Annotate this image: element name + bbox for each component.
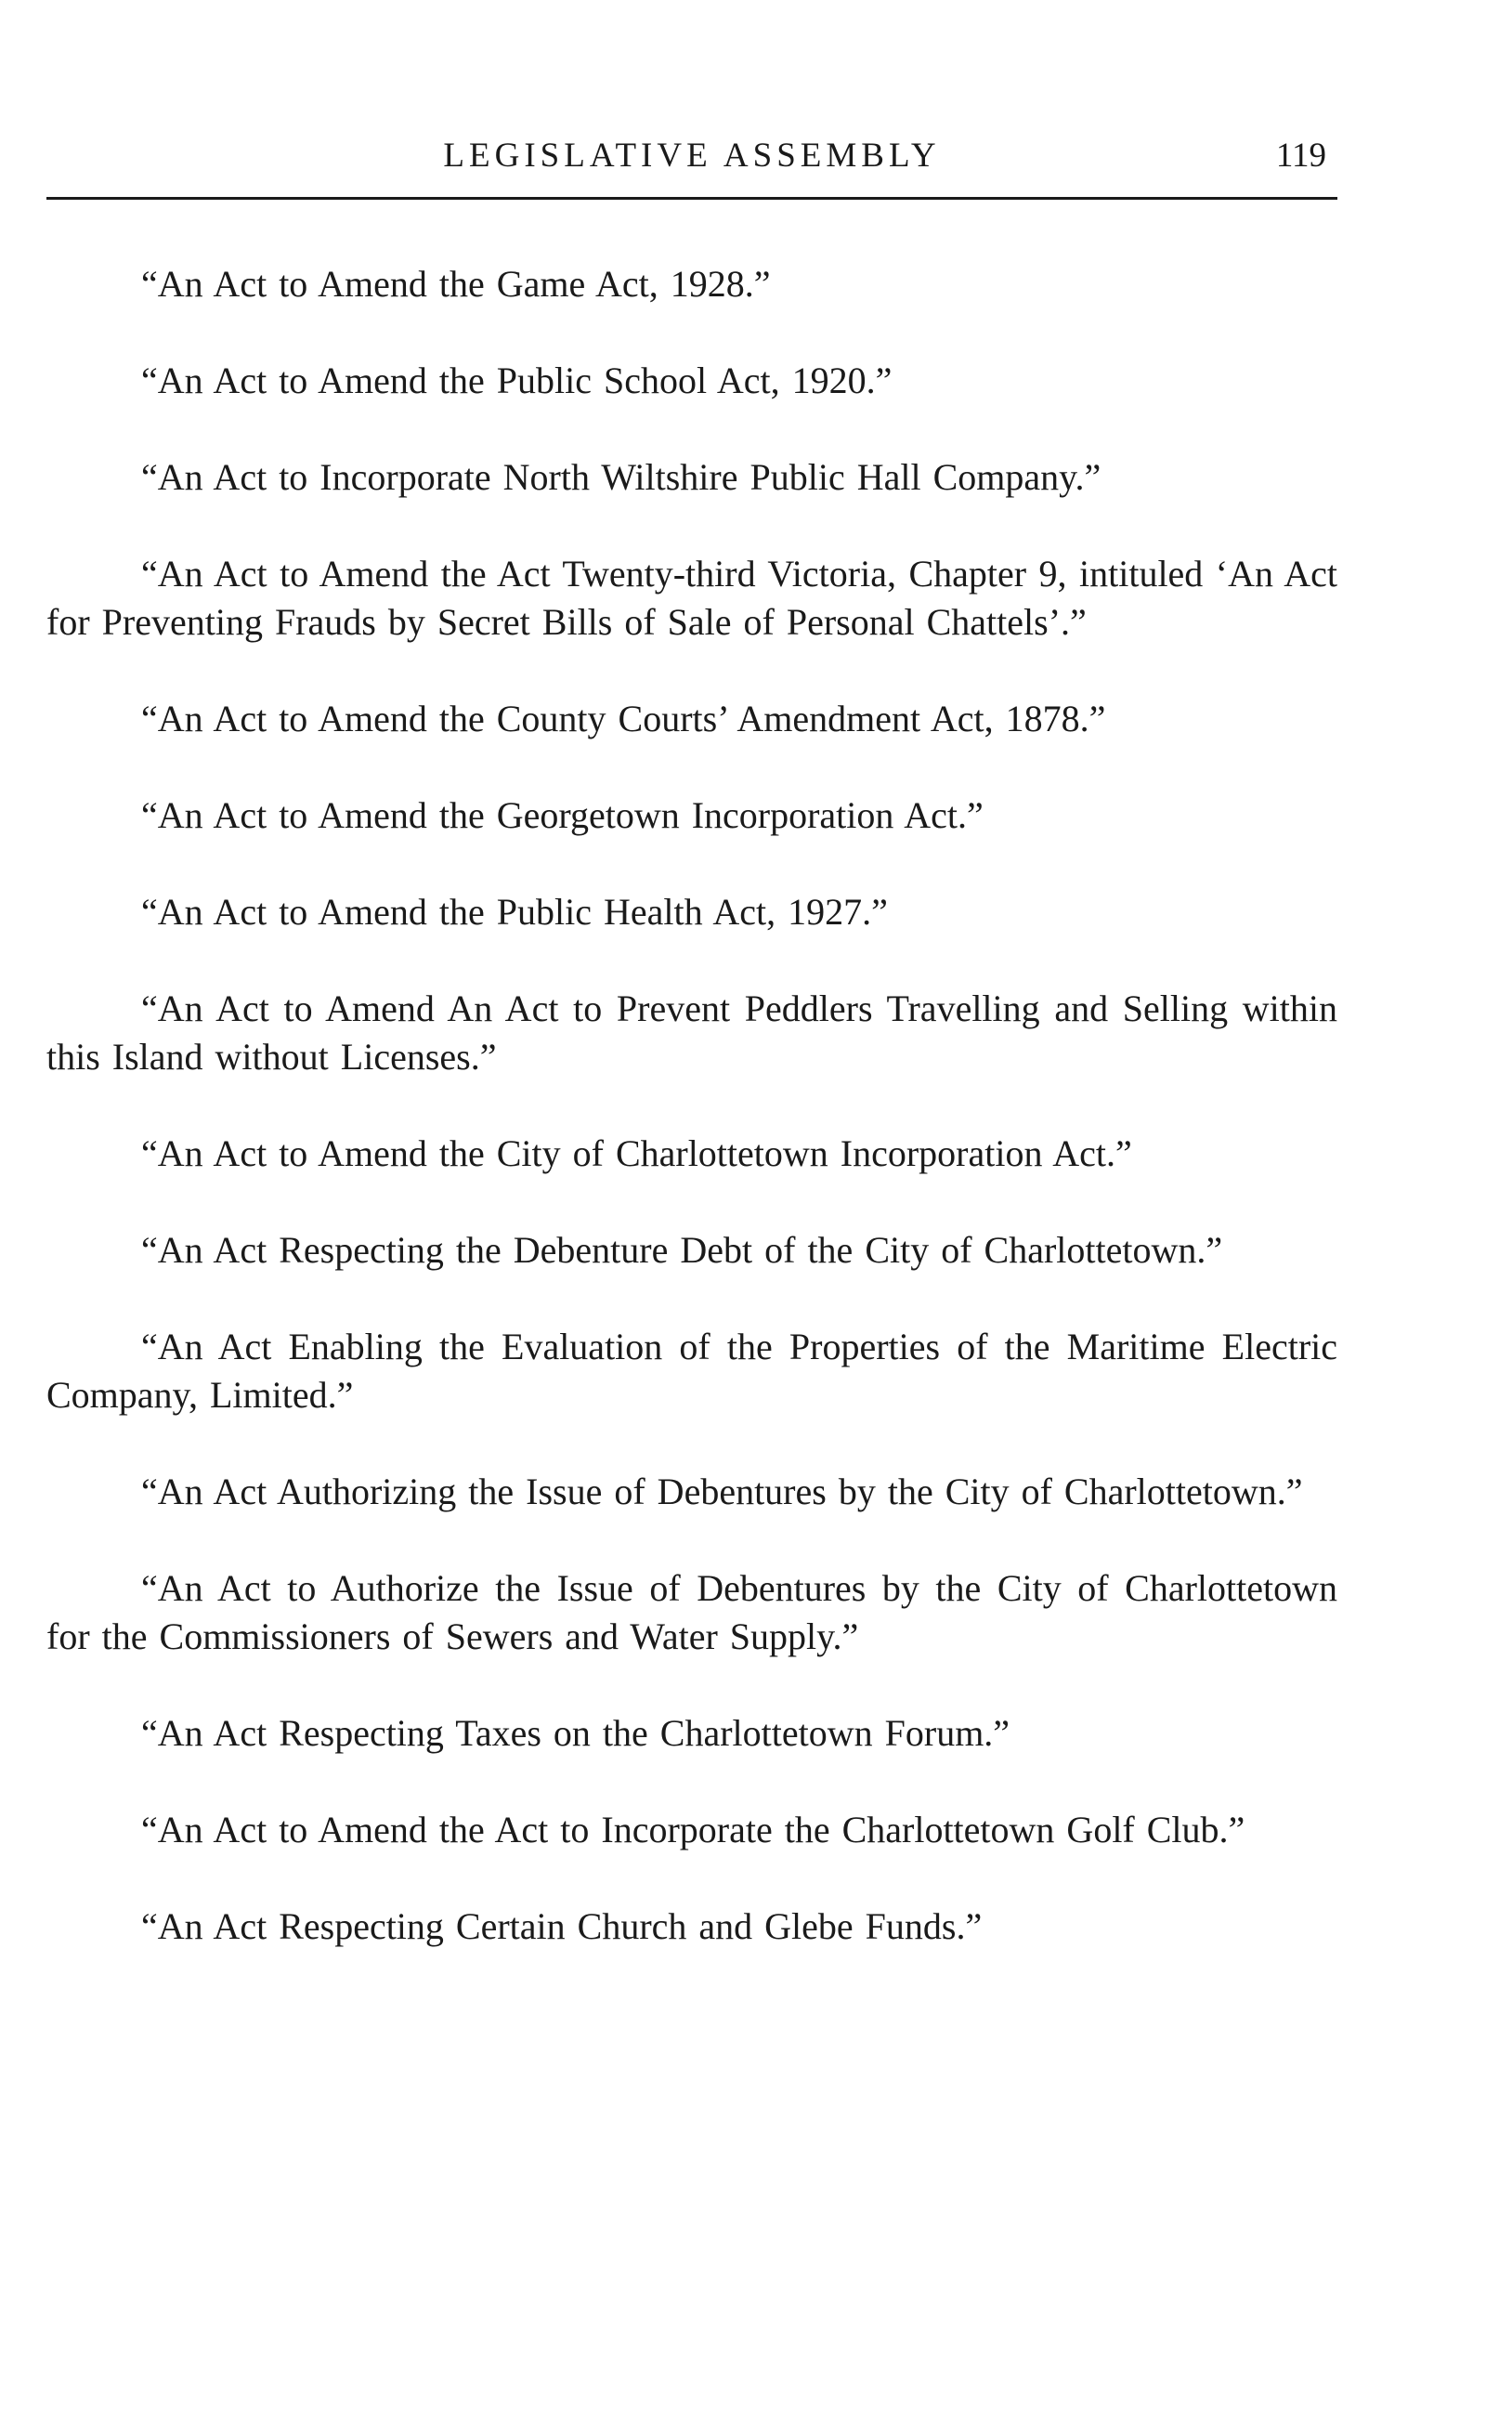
act-item: “An Act Enabling the Evaluation of the Properties of the Maritime Electric Company, Limited.” [46,1326,1337,1416]
running-head [46,128,1337,184]
act-item: “An Act to Amend the Public Health Act, 1927.” [141,891,888,933]
act-item: “An Act to Authorize the Issue of Debentures by the City of Charlottetown for the Commissioners of Sewers and Water Supply.” [46,1567,1337,1657]
act-item: “An Act to Amend the Act Twenty-third Victoria, Chapter 9, intituled ‘An Act for Preventing Frauds by Secret Bills of Sale of Personal Chattels’.” [46,553,1337,643]
act-item: “An Act to Amend the City of Charlottetown Incorporation Act.” [141,1132,1132,1174]
act-item: “An Act to Amend the Georgetown Incorporation Act.” [141,794,984,836]
running-head-title: LEGISLATIVE ASSEMBLY [443,137,941,175]
act-item: “An Act to Amend the Public School Act, 1920.” [141,360,893,401]
act-item: “An Act Respecting Taxes on the Charlottetown Forum.” [141,1712,1010,1754]
act-item: “An Act Respecting the Debenture Debt of the City of Charlottetown.” [141,1229,1223,1271]
header-rule [46,197,1337,200]
act-item: “An Act Respecting Certain Church and Glebe Funds.” [141,1905,983,1947]
act-item: “An Act to Amend the Act to Incorporate the Charlottetown Golf Club.” [141,1809,1245,1850]
acts-list [46,260,1337,1999]
act-item: “An Act to Incorporate North Wiltshire Public Hall Company.” [141,456,1101,498]
act-item: “An Act Authorizing the Issue of Debentures by the City of Charlottetown.” [141,1471,1303,1512]
act-item: “An Act to Amend the County Courts’ Amendment Act, 1878.” [141,698,1106,739]
act-item: “An Act to Amend An Act to Prevent Peddlers Travelling and Selling within this Island without Licenses.” [46,987,1337,1078]
page-number: 119 [1275,137,1326,175]
act-item: “An Act to Amend the Game Act, 1928.” [141,263,771,305]
